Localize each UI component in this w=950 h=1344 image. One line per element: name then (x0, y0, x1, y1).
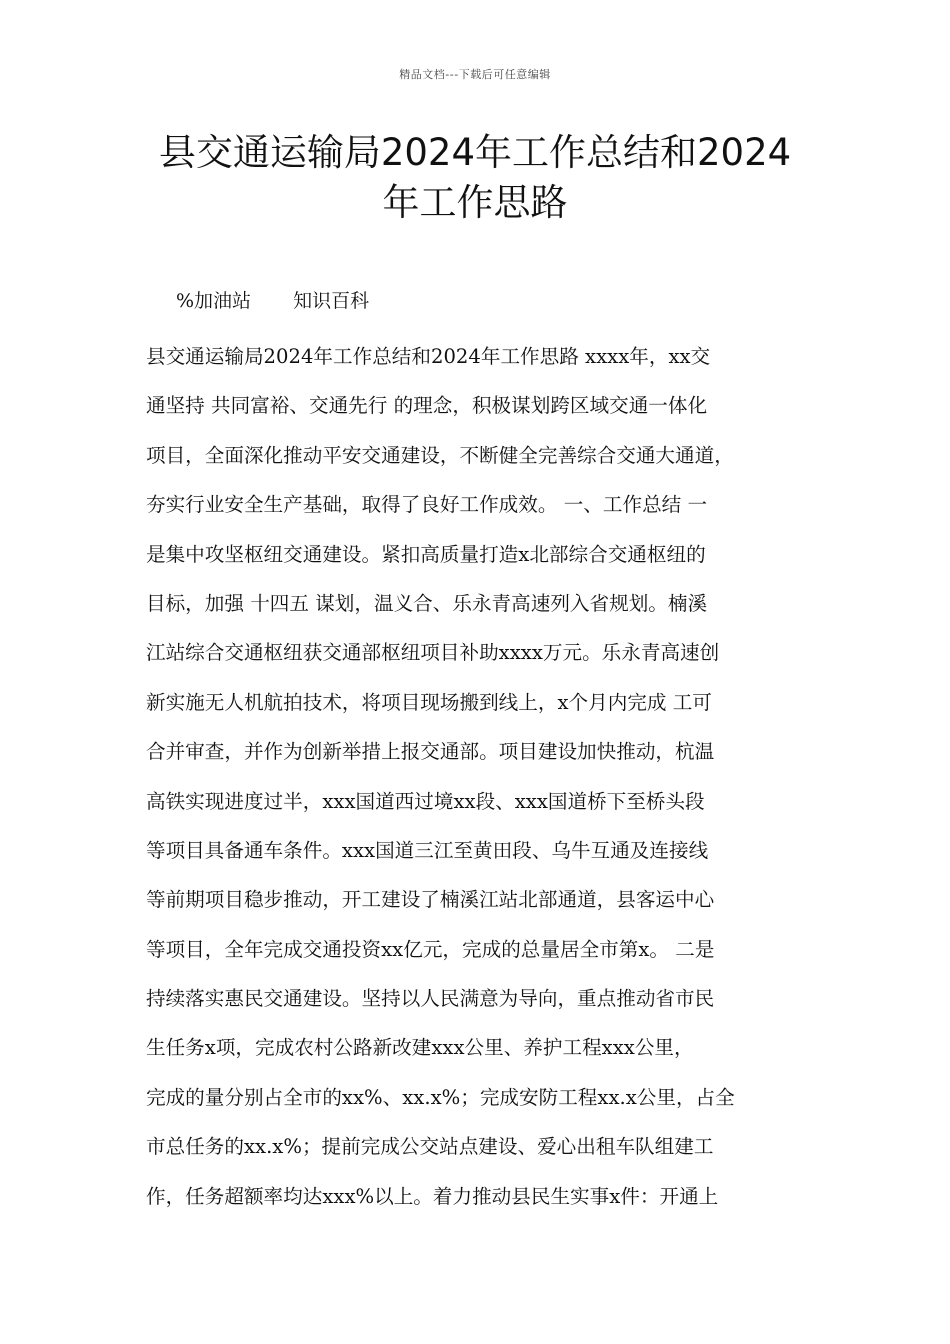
body-line: 高铁实现进度过半，xxx国道西过境xx段、xxx国道桥下至桥头段 (146, 789, 705, 813)
body-line: 夯实行业安全生产基础，取得了良好工作成效。 一、工作总结 一 (146, 493, 708, 517)
body-line: 新实施无人机航拍技术，将项目现场搬到线上，x个月内完成 工可 (146, 690, 712, 714)
document-title (120, 128, 830, 228)
body-line: 作，任务超额率均达xxx%以上。着力推动县民生实事x件：开通上 (146, 1184, 719, 1208)
body-line: 项目，全面深化推动平安交通建设，不断健全完善综合交通大通道， (146, 443, 734, 467)
body-line: 通坚持 共同富裕、交通先行 的理念，积极谋划跨区域交通一体化 (146, 394, 708, 418)
header-note: 精品文档---下载后可任意编辑 (399, 68, 551, 81)
body-line: 持续落实惠民交通建设。坚持以人民满意为导向，重点推动省市民 (146, 987, 715, 1011)
body-line: 生任务x项，完成农村公路新改建xxx公里、养护工程xxx公里， (146, 1036, 694, 1060)
body-line: 目标，加强 十四五 谋划，温义合、乐永青高速列入省规划。楠溪 (146, 591, 708, 615)
body-line: 完成的量分别占全市的xx%、xx.x%；完成安防工程xx.x公里，占全 (146, 1085, 735, 1109)
tag-gas-station: %加油站 (176, 290, 252, 312)
body-paragraph (146, 332, 820, 1221)
tag-knowledge: 知识百科 (293, 290, 370, 312)
body-line: 是集中攻坚枢纽交通建设。紧扣高质量打造x北部综合交通枢纽的 (146, 542, 706, 566)
body-line: 市总任务的xx.x%；提前完成公交站点建设、爱心出租车队组建工 (146, 1135, 714, 1159)
tag-row (176, 286, 369, 316)
title-line: 县交通运输局2024年工作总结和2024 (158, 131, 792, 174)
title-line: 年工作思路 (382, 181, 568, 224)
body-line: 等前期项目稳步推动，开工建设了楠溪江站北部通道，县客运中心 (146, 888, 715, 912)
body-line: 江站综合交通枢纽获交通部枢纽项目补助xxxx万元。乐永青高速创 (146, 641, 720, 665)
body-line: 等项目具备通车条件。xxx国道三江至黄田段、乌牛互通及连接线 (146, 838, 709, 862)
body-line: 合并审查，并作为创新举措上报交通部。项目建设加快推动，杭温 (146, 740, 715, 764)
body-line: 等项目，全年完成交通投资xx亿元，完成的总量居全市第x。 二是 (146, 937, 715, 961)
body-line: 县交通运输局2024年工作总结和2024年工作思路 xxxx年，xx交 (146, 345, 711, 368)
